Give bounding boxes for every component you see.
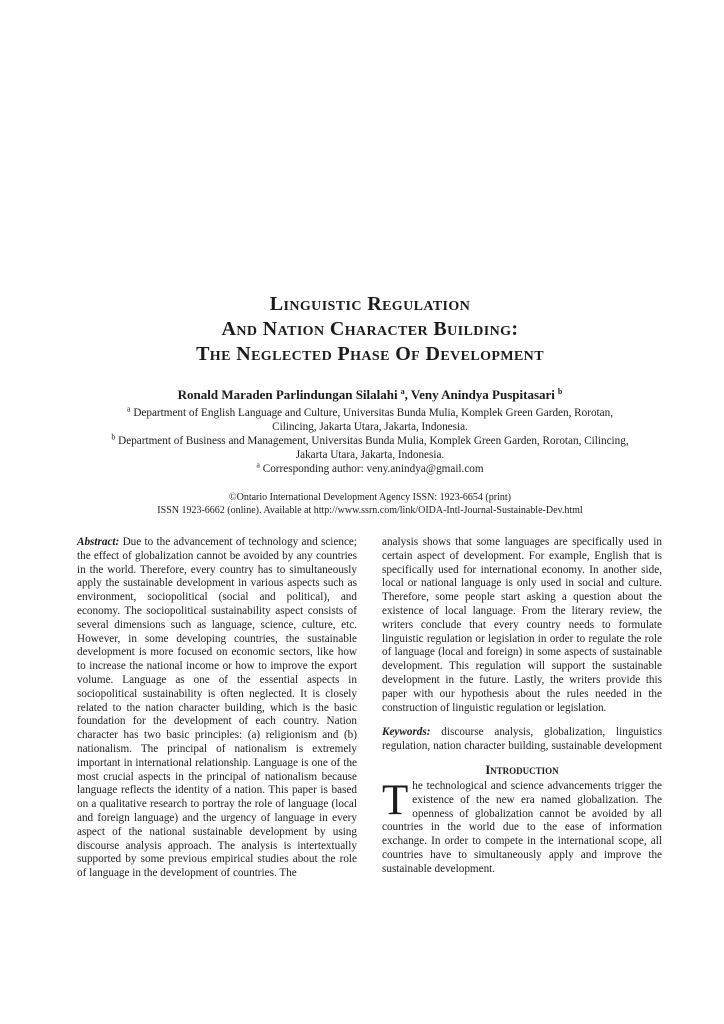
- introduction-text: he technological and science advancements trigger the existence of the new era named globalization. The openness of globalization cannot be avoided by all countries in the world due to the ease of information exchange. In order to compete in the international scope, all countries have to simultaneously apply and improve the sustainable development.: [382, 779, 662, 875]
- keywords-paragraph: [382, 726, 662, 754]
- affiliation-1: [109, 406, 631, 434]
- affiliation-2: [109, 434, 631, 462]
- author-name-1: Ronald Maraden Parlindungan Silalahi: [177, 387, 398, 402]
- title-line-2: And Nation Character Building:: [221, 318, 519, 340]
- title-line-1: Linguistic Regulation: [269, 293, 471, 315]
- abstract-label: Abstract:: [77, 536, 120, 548]
- affiliation-2-text: Department of Business and Management, Universitas Bunda Mulia, Komplek Green Garden, Rorotan, Cilincing, Jakarta Utara, Jakarta, Indonesia.: [118, 435, 629, 461]
- journal-imprint: [77, 492, 663, 517]
- two-column-body: [77, 536, 663, 881]
- imprint-line-1: ©Ontario International Development Agency ISSN: 1923-6654 (print): [229, 492, 511, 503]
- affiliations-block: [77, 406, 663, 476]
- paper-content: [77, 292, 663, 881]
- introduction-paragraph: [382, 776, 662, 877]
- abstract-paragraph: [77, 536, 357, 881]
- keywords-text: discourse analysis, globalization, linguistics regulation, nation character building, sustainable development: [382, 726, 663, 753]
- drop-cap: T: [382, 776, 409, 824]
- affiliation-1-superscript: a: [126, 404, 131, 414]
- corresponding-author-superscript: a: [256, 460, 260, 470]
- introduction-heading: Introduction: [485, 762, 559, 777]
- corresponding-author-text: Corresponding author: veny.anindya@gmail.com: [262, 463, 484, 475]
- abstract-text-column-2: analysis shows that some languages are specifically used in certain aspect of development. For example, English that is specifically used for international economy. In another side, local or national language is only used in social and culture. Therefore, some people start asking a question about the existence of local language. From the literary review, the writers conclude that every country needs to formulate linguistic regulation or legislation in order to regulate the role of language (local and foreign) in some aspects of sustainable development. This regulation will support the sustainable development in the future. Lastly, the writers provide this paper with our hypothesis about the rules needed in the construction of linguistic regulation or legislation.: [382, 536, 662, 714]
- author-superscript-a: a: [400, 386, 405, 396]
- paper-title: [77, 292, 663, 367]
- corresponding-author-line: [109, 462, 631, 476]
- author-name-2: Veny Anindya Puspitasari: [410, 387, 555, 402]
- left-column: [77, 536, 357, 881]
- abstract-continuation: [382, 536, 662, 715]
- affiliation-2-superscript: b: [111, 432, 116, 442]
- authors-separator: ,: [404, 387, 411, 402]
- right-column: [382, 536, 662, 881]
- abstract-text-column-1: Due to the advancement of technology and science; the effect of globalization cannot be avoided by any countries in the world. Therefore, every country has to simultaneously apply the sustainable development in various aspects such as environment, sociopolitical (social and political), and economy. The sociopolitical sustainability aspect consists of several dimensions such as language, science, culture, etc. However, in some developing countries, the sustainable development is more focused on economic sectors, like how to increase the national income or how to improve the export volume. Language as one of the essential aspects in sociopolitical sustainability is often neglected. It is closely related to the nation character building, which is the basic foundation for the development of each country. Nation character has two basic principles: (a) religionism and (b) nationalism. The principal of nationalism is extremely important in international relationship. Language is one of the most crucial aspects in the principal of nationalism because language reflects the identity of a nation. This paper is based on a qualitative research to portray the role of language (local and foreign language) and the urgency of language in every aspect of the national sustainable development by using discourse analysis approach. The analysis is intertextually supported by some previous empirical studies about the role of language in the development of countries. The: [77, 536, 357, 880]
- title-line-3: The Neglected Phase Of Development: [196, 343, 544, 365]
- affiliation-1-text: Department of English Language and Culture, Universitas Bunda Mulia, Komplek Green Garden, Rorotan, Cilincing, Jakarta Utara, Jakarta, Indonesia.: [133, 407, 614, 433]
- authors-line: [77, 387, 663, 403]
- author-superscript-b: b: [557, 386, 563, 396]
- imprint-line-2: ISSN 1923-6662 (online). Available at http://www.ssrn.com/link/OIDA-Intl-Journal-Sustainable-Dev.html: [157, 504, 583, 516]
- keywords-label: Keywords:: [382, 726, 431, 739]
